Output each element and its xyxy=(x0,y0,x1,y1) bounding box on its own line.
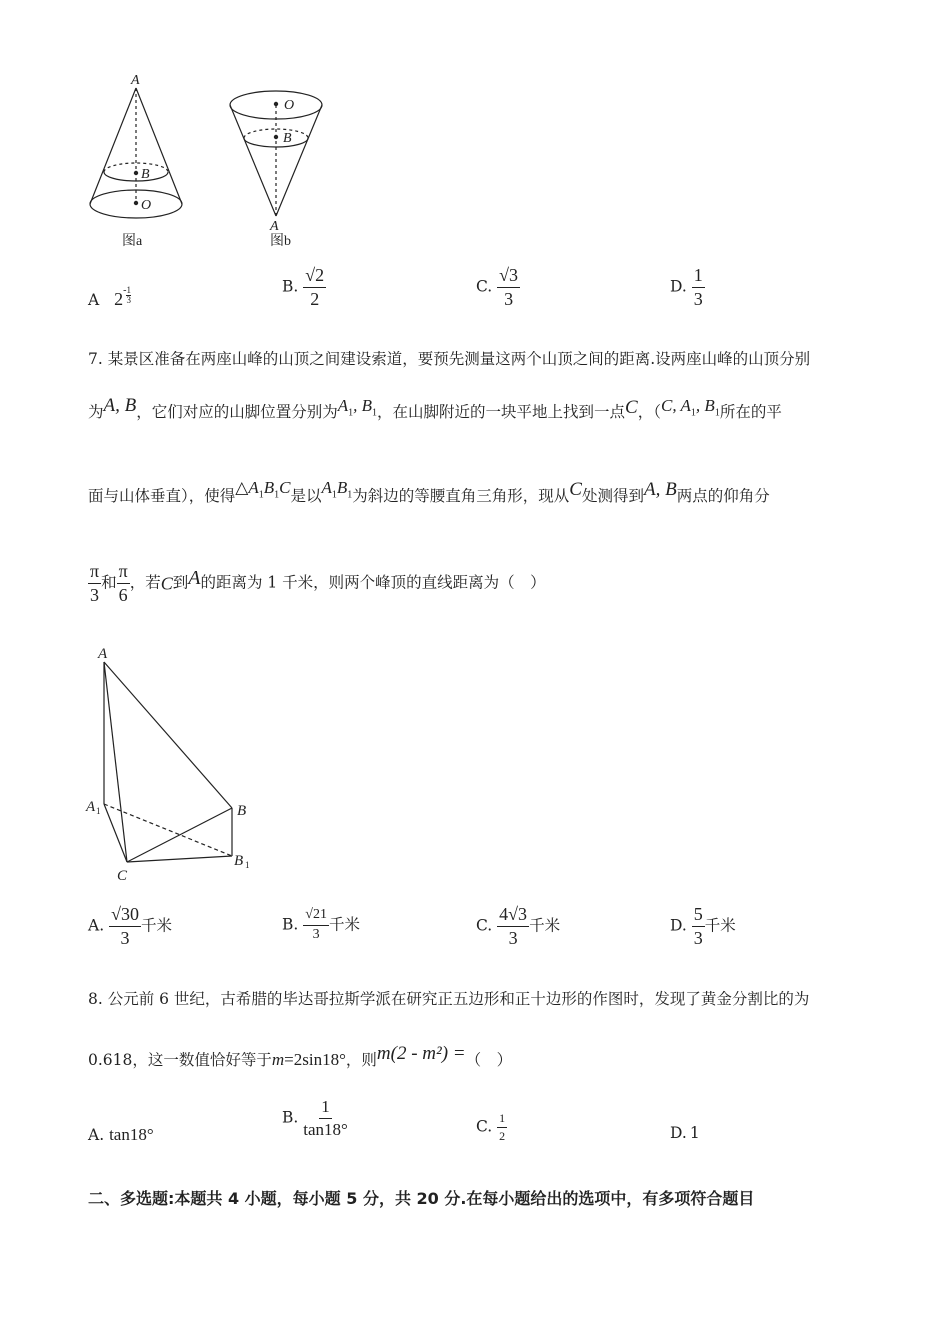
q8-option-c-label: C. xyxy=(476,1117,493,1136)
q8-option-b-num: 1 xyxy=(319,1098,332,1119)
q6-option-c-num: √3 xyxy=(497,266,520,288)
q7-triangle xyxy=(235,478,291,501)
fig-a-label-b: B xyxy=(141,167,150,182)
q7-line2-mid3: ，（ xyxy=(637,403,661,421)
q7-a1b1-hyp xyxy=(321,478,353,501)
q7-b1-sub: 1 xyxy=(372,407,378,419)
q7-ca1-sub: 1 xyxy=(690,407,696,419)
q6-option-b-den: 2 xyxy=(310,288,320,309)
q7-line3-mid2: 为斜边的等腰直角三角形，现从 xyxy=(352,487,570,505)
q7-option-c-den: 3 xyxy=(508,927,518,948)
q7-ca1-letters: C, A xyxy=(661,396,691,415)
q7-option-b-num: √21 xyxy=(303,908,329,926)
q7-option-d-label: D. xyxy=(670,916,687,935)
q7-line4 xyxy=(88,562,546,605)
q7-c: C xyxy=(625,397,638,418)
q8-eq-rhs: =2sin18° xyxy=(284,1050,346,1069)
cone-figures xyxy=(80,70,340,255)
q7-pi6-num: π xyxy=(117,562,130,584)
q7-b1-letter: , B xyxy=(353,396,373,415)
q7-fig-edge-a-b xyxy=(104,662,232,808)
q7-pi3-num: π xyxy=(88,562,101,584)
q7-c-2: C xyxy=(569,479,582,500)
q7-option-c-fraction xyxy=(497,905,529,948)
q7-tri-b: B xyxy=(263,478,275,497)
q7-fig-label-a: A xyxy=(98,646,108,662)
q7-option-a-fraction xyxy=(109,905,141,948)
q8-option-c xyxy=(476,1112,507,1142)
q7-line4-mid1: ，若 xyxy=(129,573,161,592)
q6-option-a-exp-den: 3 xyxy=(126,295,131,305)
q8-line2 xyxy=(88,1043,513,1069)
q7-option-a-label: A. xyxy=(88,916,105,935)
q7-option-b-den: 3 xyxy=(312,926,320,942)
q7-pi3-den: 3 xyxy=(90,584,100,605)
q6-option-a-exponent xyxy=(126,286,131,305)
q7-hyp-b: B xyxy=(336,478,348,497)
q6-option-a-exp-num: 1 xyxy=(126,285,131,295)
q8-line2-mid: ，则 xyxy=(345,1051,377,1069)
q7-option-c-label: C. xyxy=(476,916,493,935)
q8-line1: 8. 公元前 6 世纪，古希腊的毕达哥拉斯学派在研究正五边形和正十边形的作图时，发现了黄金分割比的为 xyxy=(88,990,810,1008)
q7-a-3: A xyxy=(188,567,201,590)
q8-option-a-label: A. xyxy=(88,1126,105,1144)
q7-line2-pre: 为 xyxy=(88,403,104,421)
q7-option-b-label: B. xyxy=(282,915,299,934)
q8-option-c-den: 2 xyxy=(499,1128,506,1143)
q7-option-b-unit: 千米 xyxy=(328,915,360,934)
q7-tri-c: C xyxy=(279,478,291,497)
q6-option-a-base: 2 xyxy=(114,289,124,309)
q7-fig-label-b1-sub: 1 xyxy=(245,860,250,870)
q7-fig-edge-c-b1 xyxy=(127,856,232,862)
q7-line4-end: 的距离为 1 千米，则两个峰顶的直线距离为（ ） xyxy=(200,573,546,592)
q7-option-c xyxy=(476,905,560,948)
q7-option-b-fraction xyxy=(303,908,329,942)
q7-option-a-unit: 千米 xyxy=(140,916,172,935)
q8-option-b xyxy=(282,1098,348,1139)
q7-option-d-fraction xyxy=(692,905,705,948)
q8-option-c-fraction xyxy=(497,1112,507,1142)
q8-option-d xyxy=(670,1126,700,1142)
q7-option-c-num: 4√3 xyxy=(497,905,529,927)
q7-a1b1 xyxy=(337,396,378,419)
fig-a-label-a: A xyxy=(131,73,140,88)
q7-hyp-a-sub: 1 xyxy=(331,489,337,501)
fig-b-label-b: B xyxy=(283,131,292,146)
q7-figure xyxy=(82,640,282,890)
q7-c-3: C xyxy=(160,573,173,594)
q7-cb1-letter: , B xyxy=(695,396,715,415)
fig-b-caption: 图b xyxy=(270,234,291,249)
q6-option-b-fraction xyxy=(303,266,326,309)
q8-option-b-label: B. xyxy=(282,1108,299,1127)
q8-option-d-text: 1 xyxy=(689,1124,700,1142)
q7-option-c-unit: 千米 xyxy=(529,916,561,935)
q7-hyp-a: A xyxy=(321,478,332,497)
q7-cb1-sub: 1 xyxy=(714,407,720,419)
q7-line1: 7. 某景区准备在两座山峰的山顶之间建设索道，要预先测量这两个山顶之间的距离.设两座山峰的山顶分别 xyxy=(88,350,811,368)
q7-option-d-num: 5 xyxy=(692,905,705,927)
q6-option-a xyxy=(88,285,131,317)
q7-line2-mid2: ，在山脚附近的一块平地上找到一点 xyxy=(377,403,626,421)
q7-line2-mid1: ，它们对应的山脚位置分别为 xyxy=(136,403,338,421)
q6-option-c xyxy=(476,266,520,309)
q8-line2-pre: 0.618，这一数值恰好等于 xyxy=(88,1051,272,1069)
q7-pi-over-3 xyxy=(88,562,101,605)
q7-fig-label-c: C xyxy=(117,868,128,884)
q7-line2-end: 所在的平 xyxy=(719,403,782,421)
q8-paren: （ ） xyxy=(465,1051,513,1069)
section2-heading: 二、多选题:本题共 4 小题，每小题 5 分，共 20 分.在每小题给出的选项中，有多项符合题目 xyxy=(88,1189,755,1208)
q8-option-a xyxy=(88,1126,154,1144)
q8-option-a-text: tan18° xyxy=(109,1125,154,1144)
fig-a-caption: 图a xyxy=(122,234,143,249)
q7-option-d-den: 3 xyxy=(693,927,703,948)
q6-option-d-label: D. xyxy=(670,277,687,296)
q7-option-b xyxy=(282,908,360,942)
figure-a-cone xyxy=(90,88,182,218)
q7-line3-pre: 面与山体垂直），使得 xyxy=(88,487,236,505)
q7-option-a-den: 3 xyxy=(120,927,130,948)
q7-and: 和 xyxy=(101,573,117,592)
q6-option-b xyxy=(282,266,326,309)
q7-line3-mid3: 处测得到 xyxy=(581,487,644,505)
q6-option-a-exp-sign: - xyxy=(123,285,127,296)
q8-m: m xyxy=(271,1050,285,1069)
q6-option-d-fraction xyxy=(692,266,705,309)
q8-option-d-label: D. xyxy=(670,1124,687,1142)
q6-option-c-fraction xyxy=(497,266,520,309)
q7-pi-over-6 xyxy=(117,562,130,605)
q8-option-b-den: tan18° xyxy=(303,1119,348,1139)
q6-option-d-den: 3 xyxy=(693,288,703,309)
q7-line4-mid2: 到 xyxy=(172,573,189,592)
q7-line2 xyxy=(88,395,782,424)
q7-option-a-num: √30 xyxy=(109,905,141,927)
fig-b-label-o: O xyxy=(284,98,295,113)
q7-fig-label-b1: B xyxy=(234,853,244,869)
q7-ab-2: A, B xyxy=(643,479,677,500)
q6-option-a-label: A xyxy=(88,291,100,309)
q6-option-c-den: 3 xyxy=(504,288,514,309)
q7-option-a xyxy=(88,905,172,948)
q6-option-d xyxy=(670,266,705,309)
q7-tri-a-sub: 1 xyxy=(258,489,264,501)
q7-a1-sub: 1 xyxy=(348,407,354,419)
q7-fig-label-b: B xyxy=(237,803,247,819)
q7-fig-label-a1: A xyxy=(86,799,96,815)
fig-a-label-o: O xyxy=(141,198,152,213)
q7-option-d-unit: 千米 xyxy=(704,916,736,935)
q7-ca1b1 xyxy=(661,396,720,419)
q6-option-b-num: √2 xyxy=(303,266,326,288)
q8-expression: m(2 - m²) = xyxy=(376,1043,466,1064)
q7-hyp-b-sub: 1 xyxy=(347,489,353,501)
q8-option-b-fraction xyxy=(303,1098,348,1139)
q6-option-b-label: B. xyxy=(282,277,299,296)
q6-option-d-num: 1 xyxy=(692,266,705,288)
q7-line3 xyxy=(88,478,770,508)
q7-tri-b-sub: 1 xyxy=(274,489,280,501)
q8-option-c-num: 1 xyxy=(497,1112,507,1128)
figure-b-cone xyxy=(230,91,322,216)
fig-b-label-a: A xyxy=(270,219,279,234)
q7-line3-end: 两点的仰角分 xyxy=(676,487,770,505)
q7-pi6-den: 6 xyxy=(118,584,128,605)
q7-ab: A, B xyxy=(103,395,137,416)
q7-fig-edge-c-b xyxy=(127,808,232,862)
q7-fig-label-a1-sub: 1 xyxy=(96,806,101,816)
q7-tri-a: △A xyxy=(235,478,259,497)
q7-option-d xyxy=(670,905,736,948)
q7-a1-letter: A xyxy=(337,396,349,415)
q6-option-c-label: C. xyxy=(476,277,493,296)
q7-line3-mid1: 是以 xyxy=(290,487,322,505)
